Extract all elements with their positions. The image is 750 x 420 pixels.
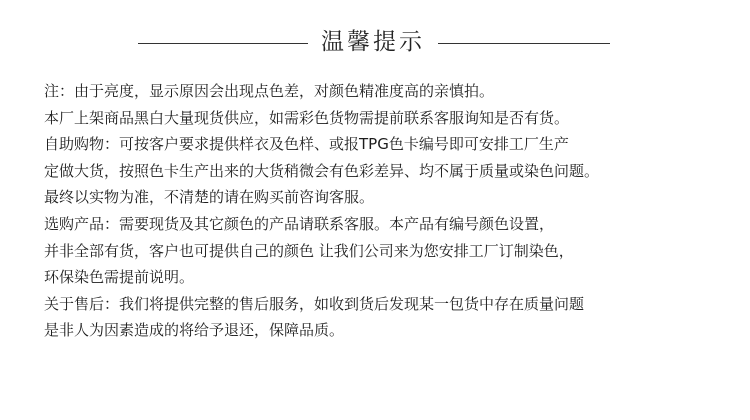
notice-line: 自助购物：可按客户要求提供样衣及色样、或报TPG色卡编号即可安排工厂生产 [44,135,569,154]
notice-line: 本厂上架商品黑白大量现货供应，如需彩色货物需提前联系客服询知是否有货。 [44,108,570,127]
page-title: 温馨提示 [321,29,425,55]
notice-line: 并非全部有货，客户也可提供自己的颜色 让我们公司来为您安排工厂订制染色， [44,241,574,260]
notice-line: 关于售后：我们将提供完整的售后服务，如收到货后发现某一包货中存在质量问题 [44,294,585,313]
notice-body [44,78,734,344]
header [0,22,750,62]
title-divider-left [138,43,308,44]
notice-line: 是非人为因素造成的将给予退还，保障品质。 [44,321,345,340]
notice-line: 环保染色需提前说明。 [44,268,195,287]
notice-line: 注：由于亮度，显示原因会出现点色差，对颜色精准度高的亲慎拍。 [44,82,495,100]
notice-line: 选购产品：需要现货及其它颜色的产品请联系客服。本产品有编号颜色设置， [44,214,555,233]
title-divider-right [438,43,610,44]
notice-line: 定做大货，按照色卡生产出来的大货稍微会有色彩差异、均不属于质量或染色问题。 [44,161,600,180]
notice-line: 最终以实物为准，不清楚的请在购买前咨询客服。 [44,188,375,207]
